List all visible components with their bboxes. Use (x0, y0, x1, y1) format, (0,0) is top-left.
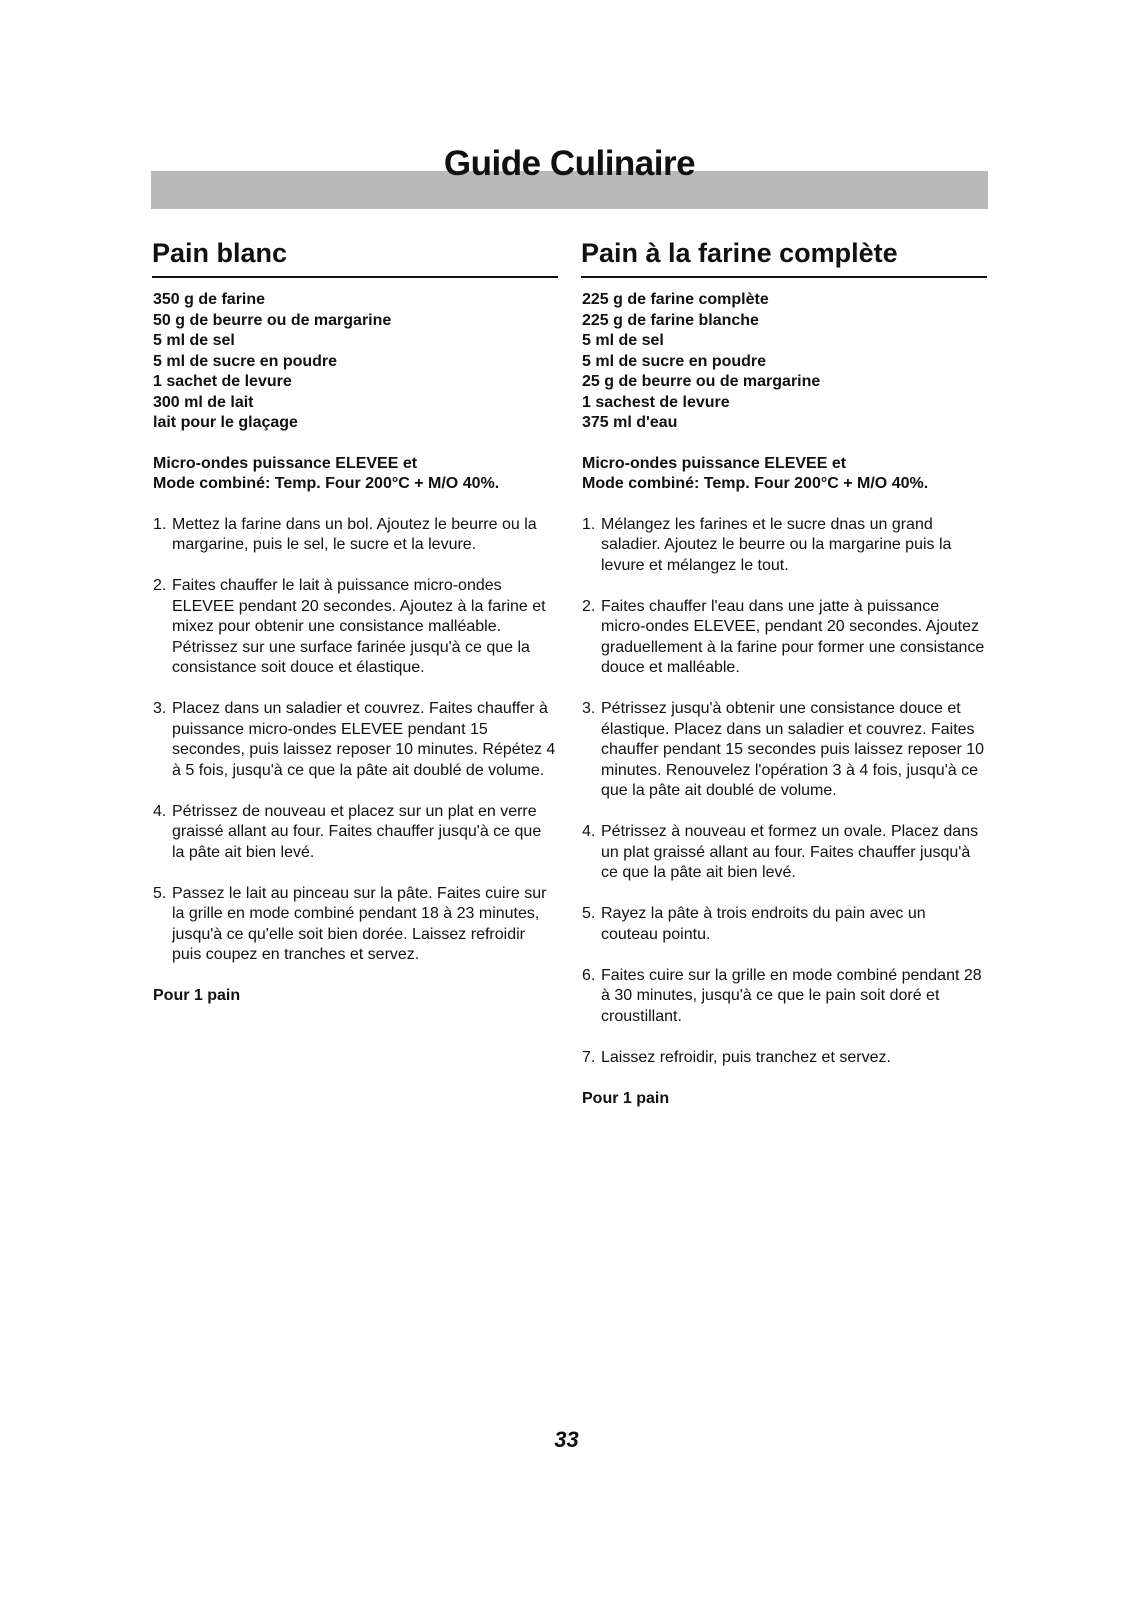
step-text: Pétrissez à nouveau et formez un ovale. Placez dans un plat graissé allant au four. Faites chauffer jusqu'à ce que la pâte ait bien levé. (601, 823, 979, 881)
step-number: 4. (153, 802, 167, 820)
ingredient-item: 225 g de farine blanche (582, 311, 759, 329)
step-text: Faites chauffer le lait à puissance micro-ondes ELEVEE pendant 20 secondes. Ajoutez à la farine et mixez pour obtenir une consistance malléable. Pétrissez sur une surface farinée jusqu'à ce que la consistance soit douce et élastique. (172, 577, 546, 676)
step-item (582, 515, 987, 577)
ingredient-item: 225 g de farine complète (582, 291, 769, 308)
step-item (582, 822, 987, 884)
ingredient-item: 300 ml de lait (153, 393, 254, 411)
step-text: Placez dans un saladier et couvrez. Faites chauffer à puissance micro-ondes ELEVEE pendant 15 secondes, puis laissez reposer 10 minutes. Répétez 4 à 5 fois, jusqu'à ce que la pâte ait doublé de volume. (172, 700, 556, 779)
step-item (582, 966, 987, 1028)
step-item (153, 884, 558, 966)
ingredient-item: 5 ml de sucre en poudre (153, 352, 338, 370)
step-number: 4. (582, 823, 596, 840)
recipe-yield: Pour 1 pain (153, 987, 241, 1004)
step-text: Rayez la pâte à trois endroits du pain avec un couteau pointu. (601, 905, 926, 943)
step-number: 2. (582, 597, 596, 615)
ingredient-item: 350 g de farine (153, 291, 266, 308)
step-item (582, 1048, 987, 1069)
step-number: 7. (582, 1048, 596, 1066)
step-item (153, 699, 558, 781)
cooking-mode-line: Micro-ondes puissance ELEVEE et (582, 454, 847, 472)
cooking-mode-line: Mode combiné: Temp. Four 200°C + M/O 40%. (153, 475, 500, 492)
step-number: 6. (582, 966, 596, 984)
step-text: Faites chauffer l'eau dans une jatte à puissance micro-ondes ELEVEE, pendant 20 secondes. Ajoutez graduellement à la farine pour former une consistance douce et malléable. (601, 597, 985, 676)
ingredient-item: 5 ml de sucre en poudre (582, 352, 767, 370)
step-list (582, 515, 987, 1069)
cooking-mode (153, 454, 558, 495)
step-number: 5. (153, 884, 167, 902)
step-text: Laissez refroidir, puis tranchez et servez. (601, 1048, 891, 1066)
recipe-pain-farine-complete (582, 234, 987, 1109)
step-text: Mettez la farine dans un bol. Ajoutez le beurre ou la margarine, puis le sel, le sucre et la levure. (172, 515, 537, 553)
page-title: Guide Culinaire (443, 144, 696, 183)
ingredient-item: 5 ml de sel (153, 332, 235, 349)
cooking-mode (582, 454, 987, 495)
recipe-yield: Pour 1 pain (582, 1089, 670, 1107)
step-text: Mélangez les farines et le sucre dnas un grand saladier. Ajoutez le beurre ou la margarine puis la levure et mélangez le tout. (601, 515, 952, 574)
ingredient-item: lait pour le glaçage (153, 414, 298, 431)
step-text: Pétrissez de nouveau et placez sur un plat en verre graissé allant au four. Faites chauffer jusqu'à ce que la pâte ait bien levé. (172, 802, 542, 861)
step-text: Faites cuire sur la grille en mode combiné pendant 28 à 30 minutes, jusqu'à ce que le pain soit doré et croustillant. (601, 966, 982, 1025)
step-number: 5. (582, 905, 596, 922)
ingredient-item: 5 ml de sel (582, 332, 664, 349)
step-number: 3. (582, 700, 596, 717)
step-number: 3. (153, 700, 167, 717)
recipe-title: Pain blanc (152, 234, 558, 278)
step-item (582, 904, 987, 945)
step-number: 1. (582, 515, 596, 533)
ingredient-list (582, 290, 987, 434)
step-number: 1. (153, 515, 167, 533)
step-text: Pétrissez jusqu'à obtenir une consistance douce et élastique. Placez dans un saladier et couvrez. Faites chauffer pendant 15 secondes puis laissez reposer 10 minutes. Renouvelez l'opération 3 à 4 fois, jusqu'à ce que la pâte ait doublé de volume. (601, 700, 985, 799)
step-item (153, 802, 558, 864)
step-item (582, 597, 987, 679)
cooking-mode-line: Mode combiné: Temp. Four 200°C + M/O 40%. (582, 475, 929, 492)
ingredient-list (153, 290, 558, 434)
step-list (153, 515, 558, 966)
ingredient-item: 25 g de beurre ou de margarine (582, 373, 821, 390)
page-number: 33 (554, 1427, 579, 1452)
step-item (153, 515, 558, 556)
step-text: Passez le lait au pinceau sur la pâte. Faites cuire sur la grille en mode combiné pendant 18 à 23 minutes, jusqu'à ce qu'elle soit bien dorée. Laissez refroidir puis coupez en tranches et servez. (172, 884, 547, 963)
cooking-mode-line: Micro-ondes puissance ELEVEE et (153, 454, 418, 472)
ingredient-item: 375 ml d'eau (582, 414, 678, 431)
step-item (153, 576, 558, 679)
recipe-pain-blanc (153, 234, 558, 1007)
step-number: 2. (153, 577, 167, 594)
ingredient-item: 50 g de beurre ou de margarine (153, 311, 392, 329)
ingredient-item: 1 sachet de levure (153, 373, 292, 390)
step-item (582, 699, 987, 802)
recipe-title: Pain à la farine complète (581, 234, 987, 278)
ingredient-item: 1 sachest de levure (582, 393, 730, 411)
